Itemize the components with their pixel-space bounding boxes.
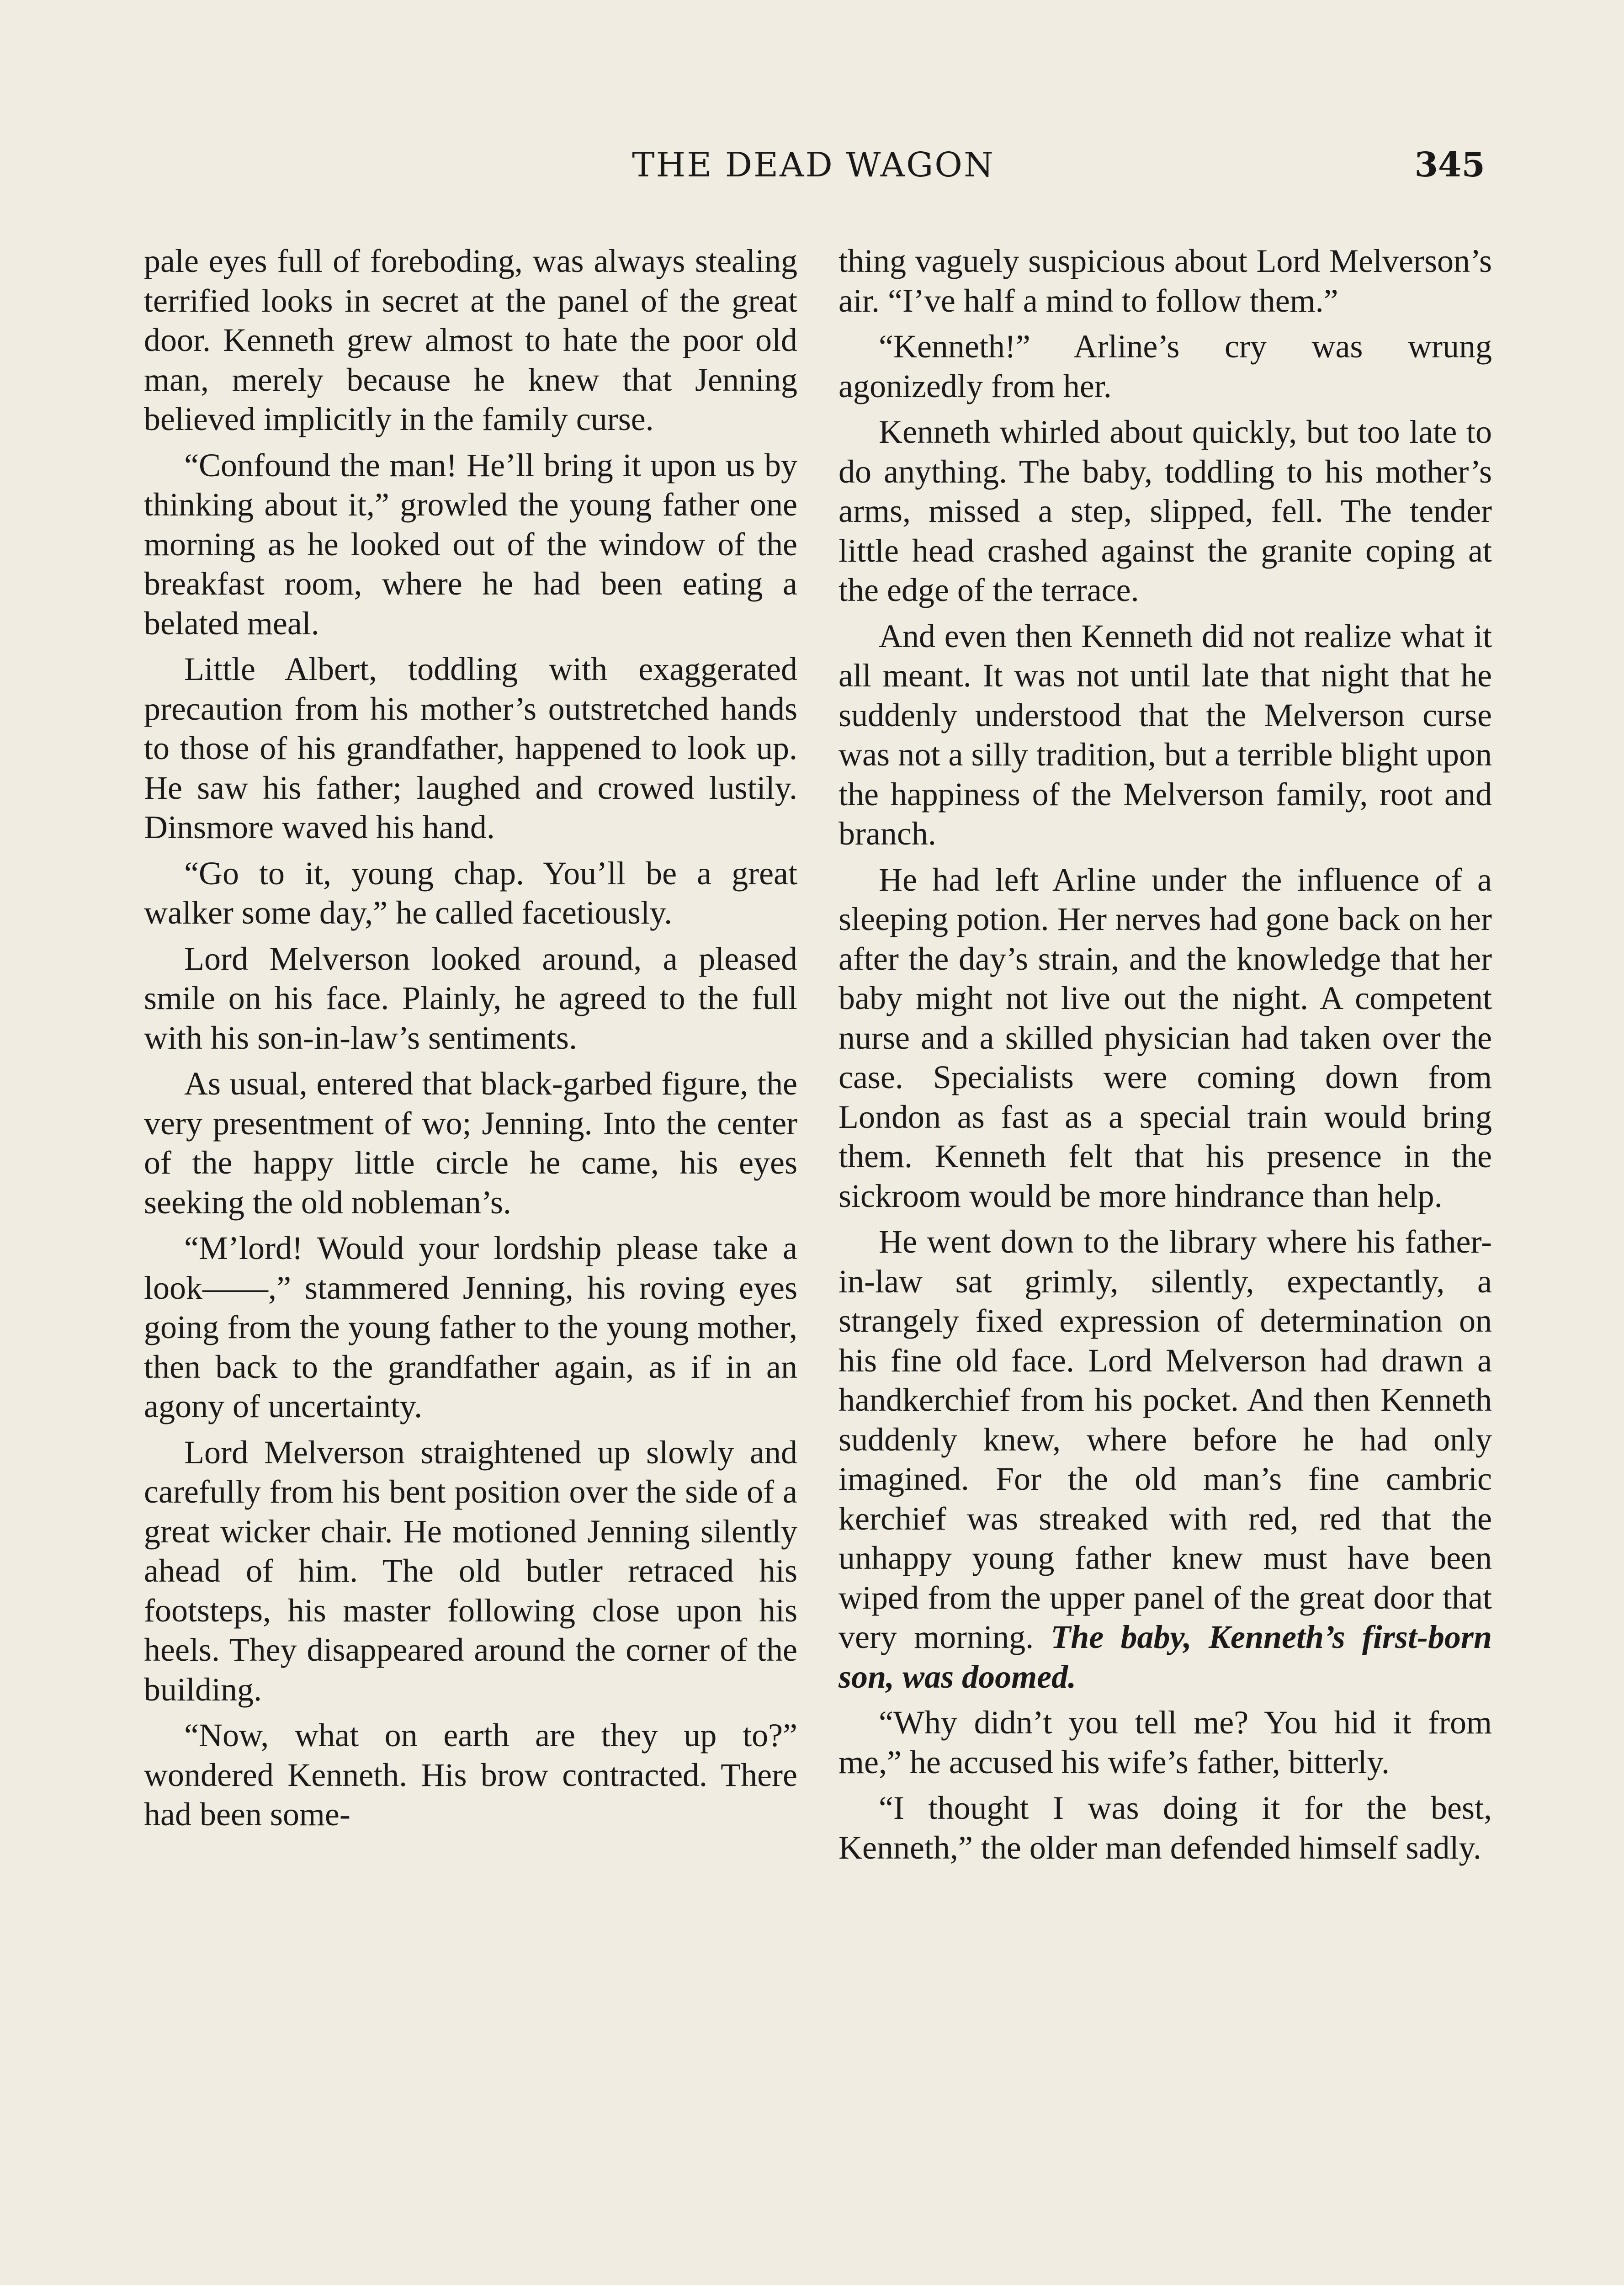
paragraph: Kenneth whirled about quickly, but too late to do anything. The baby, toddling to his mother’s arms, missed a step, slipped, fell. The tender little head crashed against the granite coping at the edge of the terrace.: [839, 414, 1492, 608]
paragraph: “I thought I was doing it for the best, Kenneth,” the older man defended himself sadly.: [839, 1790, 1492, 1866]
paragraph: thing vaguely suspicious about Lord Melverson’s air. “I’ve half a mind to follow them.”: [839, 243, 1492, 319]
right-column: [839, 241, 1492, 1867]
running-head: [142, 145, 1485, 200]
paragraph-text: He went down to the library where his father-in-law sat grimly, silently, expectantly, a strangely fixed expression of determination on his fine old face. Lord Melverson had drawn a handkerchief from his pocket. And then Kenneth suddenly knew, where before he had only imagined. For the old man’s fine cambric kerchief was streaked with red, red that the unhappy young father knew must have been wiped from the upper panel of the great door that very morning.: [839, 1223, 1492, 1655]
paragraph: He had left Arline under the influence of a sleeping potion. Her nerves had gone back on her after the day’s strain, and the knowledge that her baby might not live out the night. A competent nurse and a skilled physician had taken over the case. Specialists were coming down from London as fast as a special train would bring them. Kenneth felt that his presence in the sickroom would be more hindrance than help.: [839, 861, 1492, 1214]
left-column: [144, 241, 797, 1834]
paragraph: Lord Melverson straightened up slowly and carefully from his bent position over the side of a great wicker chair. He motioned Jenning silently ahead of him. The old butler retraced his footsteps, his master following close upon his heels. They disappeared around the corner of the building.: [144, 1434, 797, 1708]
paragraph: As usual, entered that black-garbed figure, the very presentment of wo; Jenning. Into the center of the happy little circle he came, his eyes seeking the old nobleman’s.: [144, 1065, 797, 1221]
paragraph: Little Albert, toddling with exaggerated precaution from his mother’s outstretched hands to those of his grandfather, happened to look up. He saw his father; laughed and crowed lustily. Dinsmore waved his hand.: [144, 651, 797, 845]
paragraph: Lord Melverson looked around, a pleased smile on his face. Plainly, he agreed to the full with his son-in-law’s sentiments.: [144, 940, 797, 1056]
paragraph: “Now, what on earth are they up to?” wondered Kenneth. His brow contracted. There had been some-: [144, 1717, 797, 1833]
paragraph: [839, 1222, 1492, 1696]
paragraph: “Why didn’t you tell me? You hid it from me,” he accused his wife’s father, bitterly.: [839, 1704, 1492, 1780]
italic-emphasis: The baby, Kenneth’s first-born son, was doomed.: [839, 1619, 1492, 1695]
paragraph: “Kenneth!” Arline’s cry was wrung agonizedly from her.: [839, 328, 1492, 404]
paragraph: And even then Kenneth did not realize what it all meant. It was not until late that night that he suddenly understood that the Melverson curse was not a silly tradition, but a terrible blight upon the happiness of the Melverson family, root and branch.: [839, 617, 1492, 852]
paragraph: “Go to it, young chap. You’ll be a great walker some day,” he called facetiously.: [144, 855, 797, 931]
running-title: THE DEAD WAGON: [632, 145, 995, 185]
paragraph: pale eyes full of foreboding, was always stealing terrified looks in secret at the panel of the great door. Kenneth grew almost to hate the poor old man, merely because he knew that Jenning believed implicitly in the family curse.: [144, 243, 797, 437]
page-number: 345: [1414, 145, 1485, 185]
paragraph: “Confound the man! He’ll bring it upon us by thinking about it,” growled the young father one morning as he looked out of the window of the breakfast room, where he had been eating a belated meal.: [144, 446, 797, 642]
paragraph: “M’lord! Would your lordship please take a look——,” stammered Jenning, his roving eyes going from the young father to the young mother, then back to the grandfather again, as if in an agony of uncertainty.: [144, 1230, 797, 1424]
